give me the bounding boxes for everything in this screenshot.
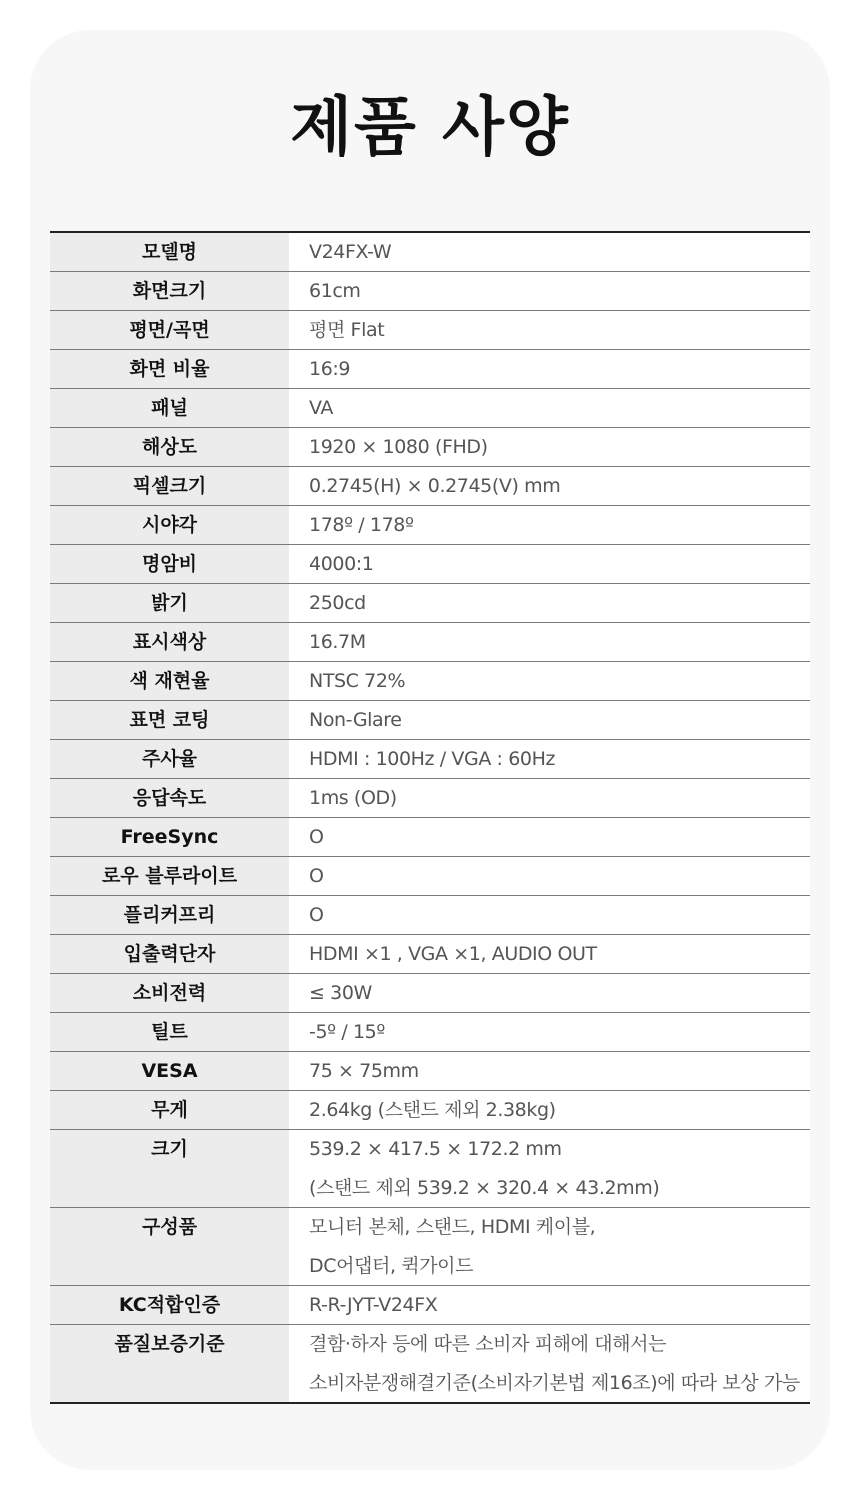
spec-value: 소비자분쟁해결기준(소비자기본법 제16조)에 따라 보상 가능 [309, 1372, 800, 1394]
spec-value-cell [289, 1286, 810, 1324]
spec-value-cell [289, 1130, 810, 1207]
spec-label: 밝기 [50, 584, 289, 622]
spec-value-cell [289, 974, 810, 1012]
page-title: 제품 사양 [290, 91, 570, 165]
spec-value-cell [289, 311, 810, 349]
spec-value: 2.64kg (스탠드 제외 2.38kg) [309, 1099, 556, 1121]
spec-value-cell [289, 935, 810, 973]
spec-row [50, 1052, 810, 1091]
spec-row [50, 1208, 810, 1286]
spec-row [50, 584, 810, 623]
spec-value-cell [289, 857, 810, 895]
spec-value-cell [289, 701, 810, 739]
spec-value: NTSC 72% [309, 670, 406, 692]
spec-label: 색 재현율 [50, 662, 289, 700]
spec-row [50, 311, 810, 350]
spec-value: 16.7M [309, 631, 366, 653]
spec-value-cell [289, 740, 810, 778]
spec-value-cell [289, 662, 810, 700]
spec-label: 구성품 [50, 1208, 289, 1285]
spec-value: 75 × 75mm [309, 1060, 419, 1082]
spec-value: 모니터 본체, 스탠드, HDMI 케이블, [309, 1216, 596, 1238]
spec-label: 모델명 [50, 233, 289, 271]
spec-value-cell [289, 818, 810, 856]
spec-value: 0.2745(H) × 0.2745(V) mm [309, 475, 561, 497]
spec-row [50, 272, 810, 311]
spec-value: ≤ 30W [309, 982, 372, 1004]
spec-value-cell [289, 1013, 810, 1051]
spec-value-cell [289, 467, 810, 505]
spec-row [50, 233, 810, 272]
spec-label: 명암비 [50, 545, 289, 583]
spec-value-cell [289, 428, 810, 466]
spec-label: 크기 [50, 1130, 289, 1207]
spec-value-cell [289, 1208, 810, 1285]
spec-label: 해상도 [50, 428, 289, 466]
spec-value: O [309, 826, 324, 848]
spec-label: VESA [50, 1052, 289, 1090]
spec-row [50, 662, 810, 701]
spec-value-cell [289, 350, 810, 388]
spec-label: 표시색상 [50, 623, 289, 661]
spec-value: 16:9 [309, 358, 351, 380]
spec-value-cell [289, 896, 810, 934]
spec-value: HDMI : 100Hz / VGA : 60Hz [309, 748, 556, 770]
spec-label: 화면 비율 [50, 350, 289, 388]
spec-row [50, 974, 810, 1013]
spec-value-cell [289, 779, 810, 817]
spec-label: KC적합인증 [50, 1286, 289, 1324]
spec-value-cell [289, 1052, 810, 1090]
spec-value: 1920 × 1080 (FHD) [309, 436, 488, 458]
spec-value: 평면 Flat [309, 319, 385, 341]
spec-label: 로우 블루라이트 [50, 857, 289, 895]
spec-label: 응답속도 [50, 779, 289, 817]
spec-row [50, 1013, 810, 1052]
spec-table [50, 231, 810, 1404]
spec-row [50, 1325, 810, 1402]
spec-label: 소비전력 [50, 974, 289, 1012]
spec-value: HDMI ×1 , VGA ×1, AUDIO OUT [309, 943, 597, 965]
spec-label: 무게 [50, 1091, 289, 1129]
spec-row [50, 389, 810, 428]
spec-label: 픽셀크기 [50, 467, 289, 505]
spec-value: -5º / 15º [309, 1021, 385, 1043]
spec-value: V24FX-W [309, 241, 392, 263]
spec-value: 539.2 × 417.5 × 172.2 mm [309, 1138, 562, 1160]
spec-value-cell [289, 389, 810, 427]
spec-row [50, 623, 810, 662]
spec-value: O [309, 865, 324, 887]
spec-value-cell [289, 272, 810, 310]
spec-value: O [309, 904, 324, 926]
spec-value: 1ms (OD) [309, 787, 397, 809]
spec-label: 평면/곡면 [50, 311, 289, 349]
spec-label: 시야각 [50, 506, 289, 544]
spec-value-cell [289, 584, 810, 622]
spec-row [50, 896, 810, 935]
spec-value-cell [289, 1325, 810, 1402]
spec-label: 플리커프리 [50, 896, 289, 934]
spec-value-cell [289, 623, 810, 661]
spec-value-cell [289, 545, 810, 583]
spec-value-cell [289, 1091, 810, 1129]
spec-value: 결함·하자 등에 따른 소비자 피해에 대해서는 [309, 1333, 667, 1355]
spec-value-cell [289, 506, 810, 544]
spec-label: 품질보증기준 [50, 1325, 289, 1402]
spec-row [50, 1286, 810, 1325]
spec-row [50, 1091, 810, 1130]
spec-row [50, 857, 810, 896]
spec-row [50, 350, 810, 389]
spec-row [50, 467, 810, 506]
spec-row [50, 740, 810, 779]
spec-value: 61cm [309, 280, 361, 302]
spec-label: 패널 [50, 389, 289, 427]
spec-row [50, 506, 810, 545]
spec-value: 250cd [309, 592, 366, 614]
spec-value: R-R-JYT-V24FX [309, 1294, 438, 1316]
spec-row [50, 701, 810, 740]
spec-value: 4000:1 [309, 553, 374, 575]
spec-value: 178º / 178º [309, 514, 414, 536]
spec-row [50, 545, 810, 584]
spec-row [50, 428, 810, 467]
spec-label: FreeSync [50, 818, 289, 856]
spec-label: 틸트 [50, 1013, 289, 1051]
spec-row [50, 779, 810, 818]
spec-label: 주사율 [50, 740, 289, 778]
spec-row [50, 1130, 810, 1208]
spec-value: (스탠드 제외 539.2 × 320.4 × 43.2mm) [309, 1177, 660, 1199]
spec-row [50, 935, 810, 974]
spec-value: Non-Glare [309, 709, 402, 731]
spec-label: 화면크기 [50, 272, 289, 310]
spec-row [50, 818, 810, 857]
spec-value: VA [309, 397, 333, 419]
spec-value: DC어댑터, 퀵가이드 [309, 1255, 474, 1277]
spec-label: 입출력단자 [50, 935, 289, 973]
spec-label: 표면 코팅 [50, 701, 289, 739]
spec-value-cell [289, 233, 810, 271]
